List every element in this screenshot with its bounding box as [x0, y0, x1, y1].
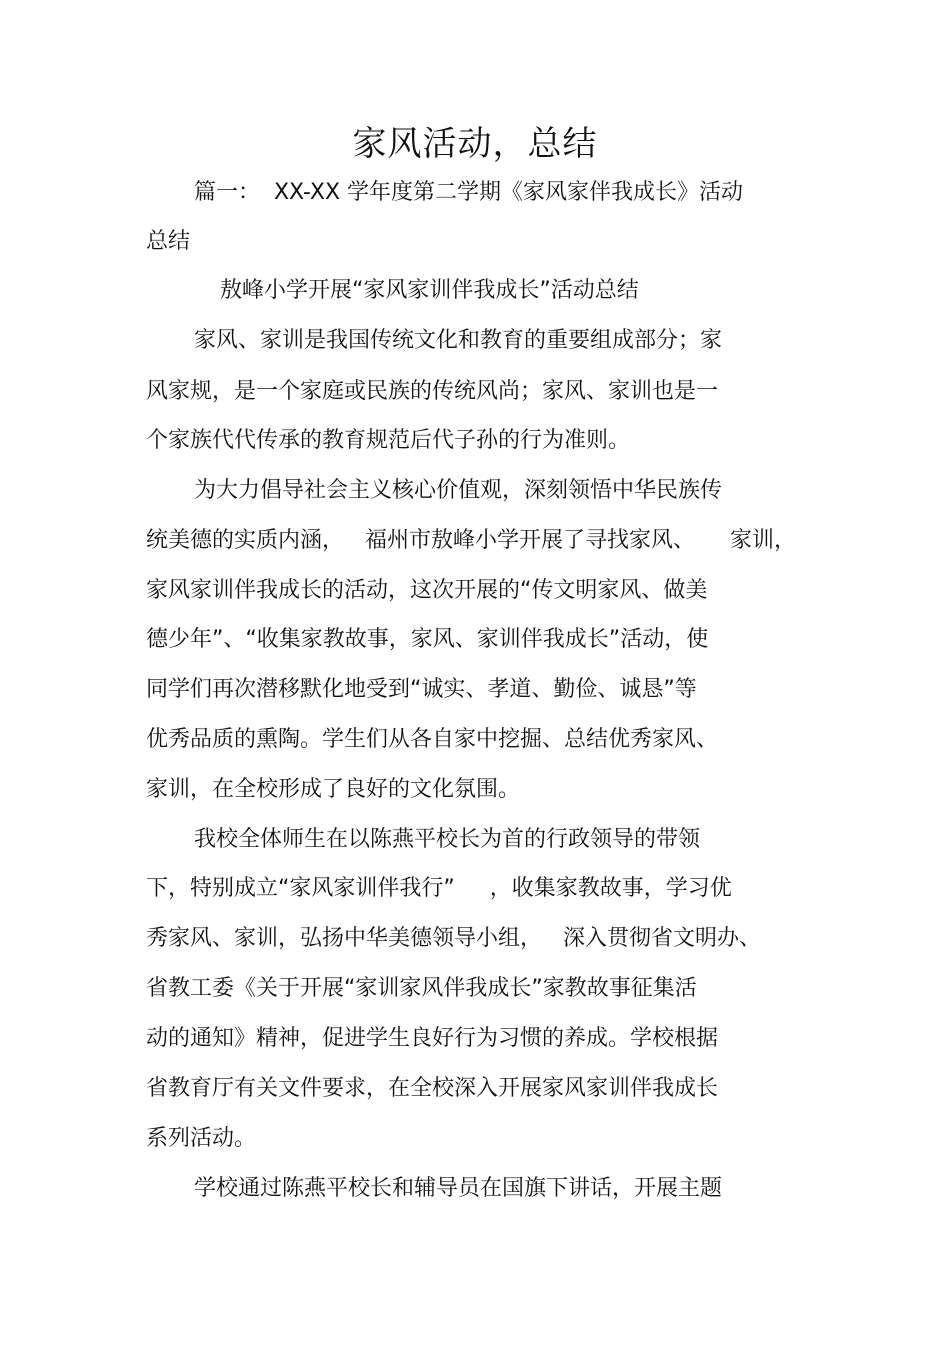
text-line: 系列活动。 [146, 1126, 257, 1151]
text-line: 省教育厅有关文件要求，在全校深入开展家风家训伴我成长 [146, 1076, 719, 1101]
text-line: 为大力倡导社会主义核心价值观，深刻领悟中华民族传 [194, 478, 723, 503]
page-title: 家风活动，总结 [352, 124, 598, 164]
text-line: 德少年”、“收集家教故事，家风、家训伴我成长”活动，使 [146, 627, 709, 652]
text-line: 学校通过陈燕平校长和辅导员在国旗下讲话，开展主题 [194, 1176, 723, 1201]
text-line: 统美德的实质内涵， 福州市敖峰小学开展了寻找家风、 家训， [146, 528, 796, 553]
text-line: 总结 [146, 229, 191, 254]
text-line: 风家规，是一个家庭或民族的传统风尚；家风、家训也是一 [146, 379, 719, 404]
text-line: 秀家风、家训，弘扬中华美德领导小组， 深入贯彻省文明办、 [146, 926, 761, 951]
text-line: 家训，在全校形成了良好的文化氛围。 [146, 777, 521, 802]
text-line: 省教工委《关于开展“家训家风伴我成长”家教故事征集活 [146, 976, 697, 1001]
text-line: 个家族代代传承的教育规范后代子孙的行为准则。 [146, 428, 631, 453]
text-line: 动的通知》精神，促进学生良好行为习惯的养成。学校根据 [146, 1026, 719, 1051]
text-line: 下，特别成立“家风家训伴我行” ，收集家教故事，学习优 [146, 876, 732, 901]
text-line: 同学们再次潜移默化地受到“诚实、孝道、勤俭、诚恳”等 [146, 677, 697, 702]
text-line: 家风家训伴我成长的活动，这次开展的“传文明家风、做美 [146, 578, 708, 603]
text-line: 家风、家训是我国传统文化和教育的重要组成部分；家 [194, 328, 723, 353]
text-line: 我校全体师生在以陈燕平校长为首的行政领导的带领 [194, 827, 701, 852]
section-heading: 敖峰小学开展“家风家训伴我成长”活动总结 [220, 278, 639, 303]
text-line: 篇一： XX-XX 学年度第二学期《家风家伴我成长》活动 [194, 180, 744, 205]
text-line: 优秀品质的熏陶。学生们从各自家中挖掘、总结优秀家风、 [146, 727, 719, 752]
